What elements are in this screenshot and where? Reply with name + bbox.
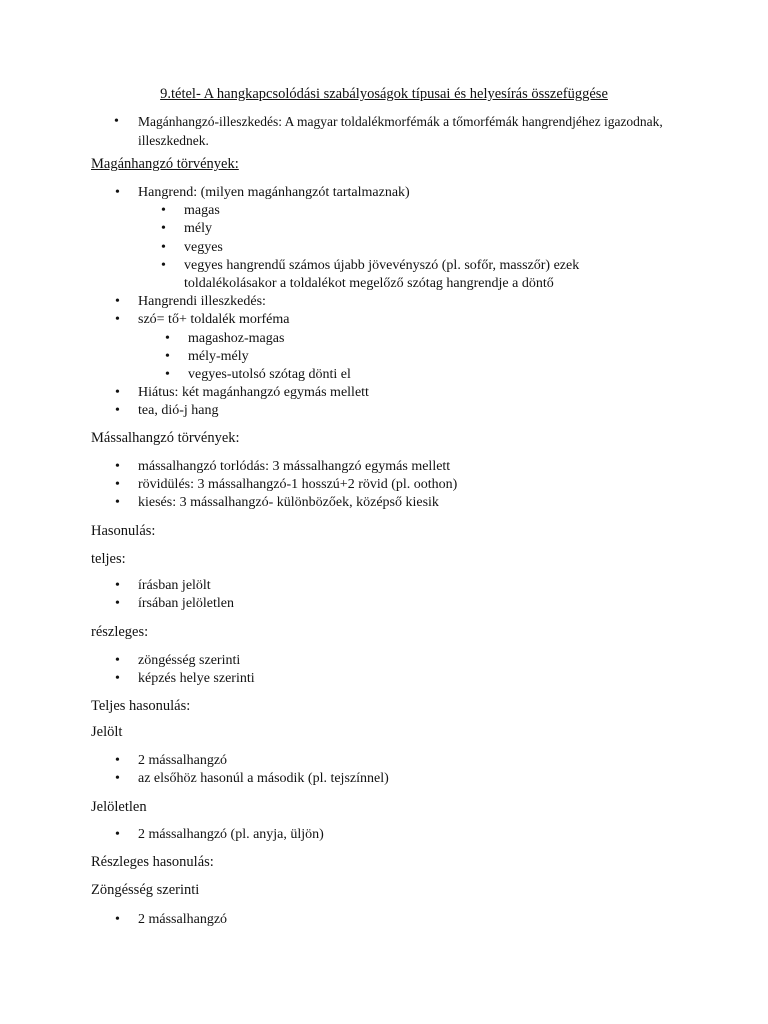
list-item: • tea, dió-j hang (138, 402, 658, 420)
list-item: • 2 mássalhangzó (138, 752, 638, 770)
massalhangzo-list (138, 458, 658, 513)
list-item: • mássalhangzó torlódás: 3 mássalhangzó egymás mellett (138, 458, 658, 476)
list-item: • írsában jelöletlen (138, 595, 538, 613)
list-item: • az elsőhöz hasonúl a második (pl. tejszínnel) (138, 770, 638, 788)
list-item: • 2 mássalhangzó (138, 911, 538, 929)
list-item: • kiesés: 3 mássalhangzó- különbözőek, középső kiesik (138, 494, 658, 512)
page-title: 9.tétel- A hangkapcsolódási szabályoságok típusai és helyesírás összefüggése (160, 86, 608, 102)
list-item: • mély (184, 220, 658, 238)
jelolt-list (138, 752, 638, 788)
list-item: • magashoz-magas (188, 330, 658, 348)
heading-zongesseg: Zöngésség szerinti (91, 882, 200, 898)
list-item: • rövidülés: 3 mássalhangzó-1 hosszú+2 rövid (pl. oothon) (138, 476, 658, 494)
section-heading-massalhangzo: Mássalhangzó törvények: (91, 430, 240, 446)
intro-paragraph: • Magánhangzó-illeszkedés: A magyar toldalékmorfémák a tőmorfémák hangrendjéhez igazodnak, illeszkednek. (138, 112, 678, 150)
maganhangzo-list (138, 184, 658, 421)
list-item: • Hiátus: két magánhangzó egymás mellett (138, 384, 658, 402)
list-item: • szó= tő+ toldalék morféma (138, 311, 658, 329)
list-item: • mély-mély (188, 348, 658, 366)
list-item: • képzés helye szerinti (138, 670, 538, 688)
heading-hasonulas: Hasonulás: (91, 523, 156, 539)
list-item: • zöngésség szerinti (138, 652, 538, 670)
heading-jelolt: Jelölt (91, 724, 123, 740)
heading-teljes: teljes: (91, 551, 126, 567)
list-item: • Hangrend: (milyen magánhangzót tartalmaznak) (138, 184, 658, 202)
heading-teljes-hasonulas: Teljes hasonulás: (91, 698, 191, 714)
heading-reszleges-hasonulas: Részleges hasonulás: (91, 854, 214, 870)
teljes-list (138, 577, 538, 613)
list-item: • írásban jelölt (138, 577, 538, 595)
jeloletlen-list (138, 826, 638, 844)
heading-jeloletlen: Jelöletlen (91, 799, 147, 815)
zongesseg-list (138, 911, 538, 929)
list-item: • vegyes-utolsó szótag dönti el (188, 366, 658, 384)
reszleges-list (138, 652, 538, 688)
section-heading-maganhangzo: Magánhangzó törvények: (91, 156, 239, 172)
list-item: • vegyes hangrendű számos újabb jövevényszó (pl. sofőr, masszőr) ezek toldalékolásakor a toldalékot megelőző szótag hangrendje a döntő (184, 257, 644, 293)
list-item: • magas (184, 202, 658, 220)
list-item: • Hangrendi illeszkedés: (138, 293, 658, 311)
list-item: • 2 mássalhangzó (pl. anyja, üljön) (138, 826, 638, 844)
heading-reszleges: részleges: (91, 624, 149, 640)
list-item: • vegyes (184, 239, 658, 257)
